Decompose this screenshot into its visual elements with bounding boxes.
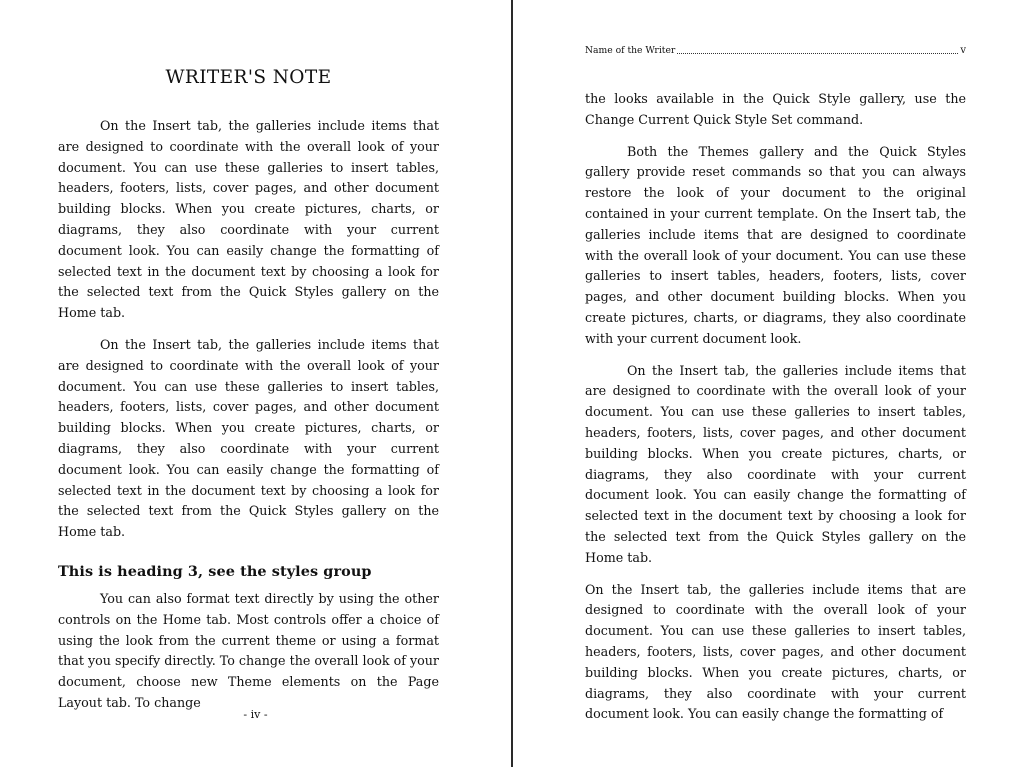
right-paragraph-4: On the Insert tab, the galleries include items that are designed to coordinate with the overall look of your document. You can use these galleries to insert tables, headers, footers, lists, cover pages, and other document building blocks. When you create pictures, charts, or diagrams, they also coordinate with your current document look. You can easily change the formatting of <box>585 581 966 722</box>
left-page-number: - iv - <box>243 708 268 721</box>
left-paragraph-3: You can also format text directly by using the other controls on the Home tab. Most controls offer a choice of using the look from the current theme or using a format that you specify directly. To change the overall look of your document, choose new Theme elements on the Page Layout tab. To change <box>58 590 439 710</box>
leader-dots <box>677 52 958 54</box>
page-title: WRITER'S NOTE <box>165 67 332 88</box>
left-page <box>0 0 511 767</box>
right-paragraph-3: On the Insert tab, the galleries include items that are designed to coordinate with the overall look of your document. You can use these galleries to insert tables, headers, footers, lists, cover pages, and other document building blocks. When you create pictures, charts, or diagrams, they also coordinate with your current document look. You can easily change the formatting of selected text in the document text by choosing a look for the selected text from the Quick Styles gallery on the Home tab. <box>585 362 966 565</box>
right-page-body <box>585 45 966 725</box>
heading-3: This is heading 3, see the styles group <box>58 562 372 580</box>
left-paragraph-1: On the Insert tab, the galleries include items that are designed to coordinate with the overall look of your document. You can use these galleries to insert tables, headers, footers, lists, cover pages, and other document building blocks. When you create pictures, charts, or diagrams, they also coordinate with your current document look. You can easily change the formatting of selected text in the document text by choosing a look for the selected text from the Quick Styles gallery on the Home tab. <box>58 118 439 321</box>
right-paragraph-2: Both the Themes gallery and the Quick Styles gallery provide reset commands so that you can always restore the look of your document to the original contained in your current template. On the Insert tab, the galleries include items that are designed to coordinate with the overall look of your document. You can use these galleries to insert tables, headers, footers, lists, cover pages, and other document building blocks. When you create pictures, charts, or diagrams, they also coordinate with your current document look. <box>585 143 966 346</box>
right-paragraph-1: the looks available in the Quick Style gallery, use the Change Current Quick Style Set command. <box>585 91 966 127</box>
running-head <box>585 45 966 57</box>
right-page <box>513 0 1024 767</box>
left-paragraph-2: On the Insert tab, the galleries include items that are designed to coordinate with the overall look of your document. You can use these galleries to insert tables, headers, footers, lists, cover pages, and other document building blocks. When you create pictures, charts, or diagrams, they also coordinate with your current document look. You can easily change the formatting of selected text in the document text by choosing a look for the selected text from the Quick Styles gallery on the Home tab. <box>58 336 439 540</box>
right-page-number: v <box>960 45 966 56</box>
left-page-body <box>58 65 439 714</box>
running-head-title: Name of the Writer <box>585 45 676 56</box>
